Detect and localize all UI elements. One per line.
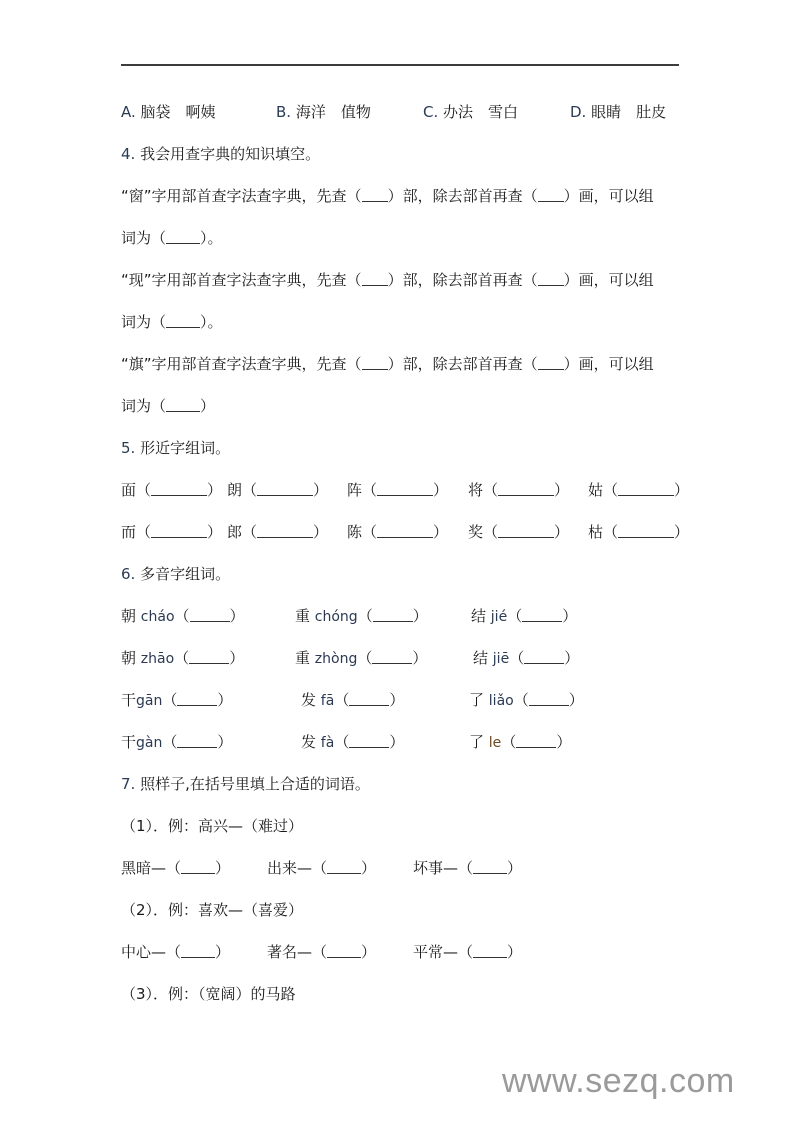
option-c: C. 办法 雪白 xyxy=(423,103,519,121)
site-watermark: www.sezq.com xyxy=(502,1062,735,1100)
q6-row-1 xyxy=(121,606,681,626)
q6-item: 了 le（ ） xyxy=(469,733,572,751)
q7-part-3-example: （3）．例：（宽阔）的马路 xyxy=(121,985,296,1003)
q6-item: 朝 zhāo（ ） xyxy=(121,649,245,667)
q5-row-2 xyxy=(121,522,690,542)
q7-item: 著名—（ ） xyxy=(267,943,377,961)
q4-item-2-line2: 词为（ ）。 xyxy=(121,313,223,331)
q6-row-3 xyxy=(121,690,681,710)
answer-blank[interactable] xyxy=(498,481,554,496)
q6-item: 了 liǎo（ ） xyxy=(469,691,584,709)
q6-item: 结 jié（ ） xyxy=(471,607,578,625)
q5-item: 将（ ） xyxy=(468,481,570,499)
q4-heading: 4. 我会用查字典的知识填空。 xyxy=(121,145,321,163)
answer-blank[interactable] xyxy=(349,733,389,748)
q5-item: 郎（ ） xyxy=(227,523,329,541)
q6-item: 发 fā（ ） xyxy=(301,691,405,709)
q5-heading: 5. 形近字组词。 xyxy=(121,439,231,457)
q4-item-2-line1: “现”字用部首查字法查字典，先查（ ）部，除去部首再查（ ）画，可以组 xyxy=(121,271,654,289)
answer-blank[interactable] xyxy=(538,187,564,202)
answer-blank[interactable] xyxy=(181,943,215,958)
answer-blank[interactable] xyxy=(327,859,361,874)
answer-blank[interactable] xyxy=(529,691,569,706)
q7-item: 黑暗—（ ） xyxy=(121,859,231,877)
answer-blank[interactable] xyxy=(498,523,554,538)
answer-blank[interactable] xyxy=(473,859,507,874)
q6-item: 重 zhòng（ ） xyxy=(295,649,428,667)
q7-part-1-row xyxy=(121,858,681,878)
answer-blank[interactable] xyxy=(166,313,200,328)
answer-blank[interactable] xyxy=(166,397,200,412)
answer-blank[interactable] xyxy=(349,691,389,706)
answer-blank[interactable] xyxy=(189,649,229,664)
q4-item-3-line1: “旗”字用部首查字法查字典，先查（ ）部，除去部首再查（ ）画，可以组 xyxy=(121,355,654,373)
answer-blank[interactable] xyxy=(377,481,433,496)
answer-blank[interactable] xyxy=(362,187,388,202)
answer-blank[interactable] xyxy=(524,649,564,664)
q5-row-1 xyxy=(121,480,690,500)
q7-part-2-example: （2）．例：喜欢—（喜爱） xyxy=(121,901,304,919)
answer-blank[interactable] xyxy=(166,229,200,244)
answer-blank[interactable] xyxy=(372,649,412,664)
answer-blank[interactable] xyxy=(177,733,217,748)
answer-blank[interactable] xyxy=(473,943,507,958)
q5-item: 阵（ ） xyxy=(347,481,449,499)
answer-blank[interactable] xyxy=(516,733,556,748)
answer-blank[interactable] xyxy=(190,607,230,622)
q5-item: 面（ ） xyxy=(121,481,223,499)
answer-blank[interactable] xyxy=(327,943,361,958)
option-a: A. 脑袋 啊姨 xyxy=(121,103,216,121)
q7-item: 坏事—（ ） xyxy=(413,859,523,877)
q6-item: 朝 cháo（ ） xyxy=(121,607,245,625)
q4-item-1-line2: 词为（ ）。 xyxy=(121,229,223,247)
answer-blank[interactable] xyxy=(362,271,388,286)
q6-row-4 xyxy=(121,732,681,752)
q5-item: 枯（ ） xyxy=(588,523,690,541)
q5-item: 而（ ） xyxy=(121,523,223,541)
answer-blank[interactable] xyxy=(257,523,313,538)
q7-item: 中心—（ ） xyxy=(121,943,231,961)
answer-blank[interactable] xyxy=(538,271,564,286)
option-d: D. 眼睛 肚皮 xyxy=(570,103,667,121)
q6-item: 结 jiē（ ） xyxy=(473,649,580,667)
option-b: B. 海洋 值物 xyxy=(276,103,371,121)
answer-blank[interactable] xyxy=(522,607,562,622)
answer-blank[interactable] xyxy=(177,691,217,706)
q7-part-2-row xyxy=(121,942,681,962)
header-rule xyxy=(121,64,679,66)
answer-blank[interactable] xyxy=(362,355,388,370)
q5-item: 陈（ ） xyxy=(347,523,449,541)
q7-heading: 7. 照样子,在括号里填上合适的词语。 xyxy=(121,775,370,793)
q6-heading: 6. 多音字组词。 xyxy=(121,565,231,583)
answer-blank[interactable] xyxy=(373,607,413,622)
q6-row-2 xyxy=(121,648,681,668)
q4-item-1-line1: “窗”字用部首查字法查字典，先查（ ）部，除去部首再查（ ）画，可以组 xyxy=(121,187,654,205)
answer-blank[interactable] xyxy=(151,481,207,496)
q5-item: 朗（ ） xyxy=(227,481,329,499)
q6-item: 干gàn（ ） xyxy=(121,733,233,751)
q6-item: 发 fà（ ） xyxy=(301,733,405,751)
answer-blank[interactable] xyxy=(618,481,674,496)
q5-item: 姑（ ） xyxy=(588,481,690,499)
answer-blank[interactable] xyxy=(181,859,215,874)
answer-blank[interactable] xyxy=(257,481,313,496)
q6-item: 干gān（ ） xyxy=(121,691,233,709)
q5-item: 奖（ ） xyxy=(468,523,570,541)
answer-blank[interactable] xyxy=(538,355,564,370)
q7-item: 出来—（ ） xyxy=(267,859,377,877)
answer-blank[interactable] xyxy=(618,523,674,538)
q4-item-3-line2: 词为（ ） xyxy=(121,397,216,415)
answer-blank[interactable] xyxy=(377,523,433,538)
answer-blank[interactable] xyxy=(151,523,207,538)
q7-part-1-example: （1）．例：高兴—（难过） xyxy=(121,817,304,835)
q6-item: 重 chóng（ ） xyxy=(295,607,428,625)
q7-item: 平常—（ ） xyxy=(413,943,523,961)
